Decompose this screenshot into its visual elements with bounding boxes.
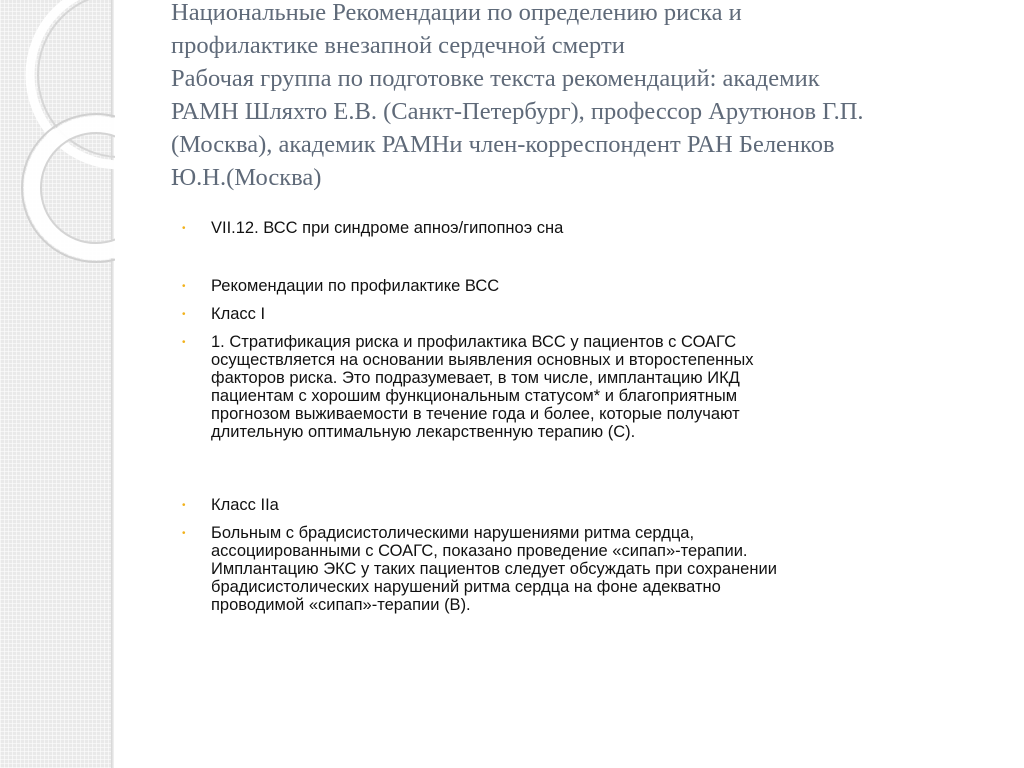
list-item: Класс IIa (211, 496, 279, 514)
bullet-icon: • (182, 337, 186, 348)
list-item: Класс I (211, 305, 266, 323)
list-item: Больным с брадисистолическими нарушениями ритма сердца, ассоциированными с СОАГС, показано проведение «сипап»-терапии. Имплантацию ЭКС у таких пациентов следует обсуждать при сохранении брадисистолических нарушений ритма сердца на фоне адекватно проводимой «сипап»-терапии (В). (211, 524, 777, 614)
bullet-icon: • (182, 528, 186, 539)
bullet-icon: • (182, 309, 186, 320)
decorative-rings-icon (0, 0, 115, 300)
title-line: Ю.Н.(Москва) (171, 164, 322, 191)
bullet-icon: • (182, 500, 186, 511)
list-item: VII.12. ВСС при синдроме апноэ/гипопноэ сна (211, 219, 564, 237)
list-item: Рекомендации по профилактике ВСС (211, 277, 500, 295)
title-line: РАМН Шляхто Е.В. (Санкт-Петербург), профессор Арутюнов Г.П. (171, 98, 864, 125)
title-line: (Москва), академик РАМНи член-корреспондент РАН Беленков (171, 131, 835, 158)
bullet-icon: • (182, 223, 186, 234)
list-item: 1. Стратификация риска и профилактика ВСС у пациентов с СОАГС осуществляется на основании выявления основных и второстепенных факторов риска. Это подразумевает, в том числе, имплантацию ИКД пациентам с хорошим функциональным статусом* и благоприятным прогнозом выживаемости в течение года и более, которые получают длительную оптимальную лекарственную терапию (С). (211, 333, 754, 441)
slide-title (171, 0, 1001, 194)
title-line: Рабочая группа по подготовке текста рекомендаций: академик (171, 65, 820, 92)
bullet-icon: • (182, 281, 186, 292)
title-line: профилактике внезапной сердечной смерти (171, 32, 625, 59)
title-line: Национальные Рекомендации по определению риска и (171, 0, 742, 26)
